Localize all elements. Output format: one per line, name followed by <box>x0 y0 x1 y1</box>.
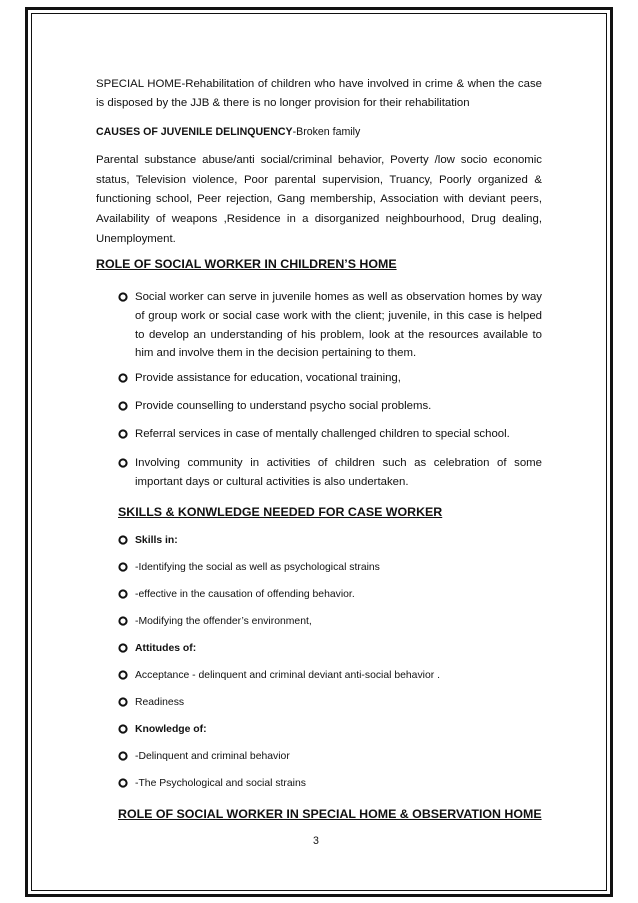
list-item <box>118 613 542 632</box>
circle-bullet-icon <box>118 532 135 542</box>
skills-item-text: Attitudes of: <box>135 643 197 654</box>
role-item-text: Involving community in activities of children such as celebration of some important days or cultural activities is also undertaken. <box>135 457 542 488</box>
skills-item-text: -The Psychological and social strains <box>135 778 306 789</box>
skills-item-text: -Modifying the offender’s environment, <box>135 616 312 627</box>
causes-heading: CAUSES OF JUVENILE DELINQUENCY <box>96 126 293 138</box>
list-item <box>118 397 542 416</box>
circle-bullet-icon <box>118 775 135 785</box>
list-item <box>118 667 542 686</box>
list-item <box>118 640 542 659</box>
causes-list-paragraph: Parental substance abuse/anti social/criminal behavior, Poverty /low socio economic status, Television violence, Poor parental supervision, Truancy, Poorly organized & functioning school, Peer rejection, Gang membership, Association with deviant peers, Availability of weapons ,Residence in a disorganized neighbourhood, Drug dealing, Unemployment. <box>96 154 542 245</box>
circle-bullet-icon <box>118 288 135 298</box>
special-home-paragraph: SPECIAL HOME-Rehabilitation of children who have involved in crime & when the case is disposed by the JJB & there is no longer provision for their rehabilitation <box>96 78 542 109</box>
role-item-text: Provide counselling to understand psycho social problems. <box>135 400 432 412</box>
causes-paragraph <box>96 123 542 142</box>
list-item <box>118 369 542 388</box>
list-item <box>118 775 542 794</box>
skills-item-text: Acceptance - delinquent and criminal deviant anti-social behavior . <box>135 670 440 681</box>
skills-heading: SKILLS & KONWLEDGE NEEDED FOR CASE WORKER <box>118 505 443 519</box>
circle-bullet-icon <box>118 559 135 569</box>
skills-item-text: -Delinquent and criminal behavior <box>135 751 290 762</box>
skills-item-text: -Identifying the social as well as psychological strains <box>135 562 380 573</box>
list-item <box>118 288 542 363</box>
role-heading: ROLE OF SOCIAL WORKER IN CHILDREN’S HOME <box>96 257 397 271</box>
circle-bullet-icon <box>118 613 135 623</box>
role-item-text: Provide assistance for education, vocational training, <box>135 372 401 384</box>
list-item <box>118 532 542 551</box>
circle-bullet-icon <box>118 454 135 464</box>
circle-bullet-icon <box>118 397 135 407</box>
list-item <box>118 721 542 740</box>
circle-bullet-icon <box>118 667 135 677</box>
circle-bullet-icon <box>118 586 135 596</box>
role-item-text: Social worker can serve in juvenile homes as well as observation homes by way of group work or social case work with the client; juvenile, in this case is helped to develop an understanding of his problem, look at the resources available to him and involve them in the decision pertaining to them. <box>135 291 542 360</box>
circle-bullet-icon <box>118 369 135 379</box>
list-item <box>118 694 542 713</box>
list-item <box>118 425 542 444</box>
role-special-home-heading: ROLE OF SOCIAL WORKER IN SPECIAL HOME & OBSERVATION HOME <box>118 807 542 821</box>
role-item-text: Referral services in case of mentally challenged children to special school. <box>135 428 510 440</box>
skills-item-text: -effective in the causation of offending behavior. <box>135 589 355 600</box>
circle-bullet-icon <box>118 748 135 758</box>
list-item <box>118 586 542 605</box>
list-item <box>118 559 542 578</box>
skills-item-text: Knowledge of: <box>135 724 207 735</box>
page-number: 3 <box>313 835 319 847</box>
list-item <box>118 748 542 767</box>
causes-first: -Broken family <box>292 126 361 138</box>
circle-bullet-icon <box>118 721 135 731</box>
list-item <box>118 454 542 492</box>
circle-bullet-icon <box>118 694 135 704</box>
circle-bullet-icon <box>118 425 135 435</box>
skills-item-text: Readiness <box>135 697 185 708</box>
skills-item-text: Skills in: <box>135 535 178 546</box>
circle-bullet-icon <box>118 640 135 650</box>
